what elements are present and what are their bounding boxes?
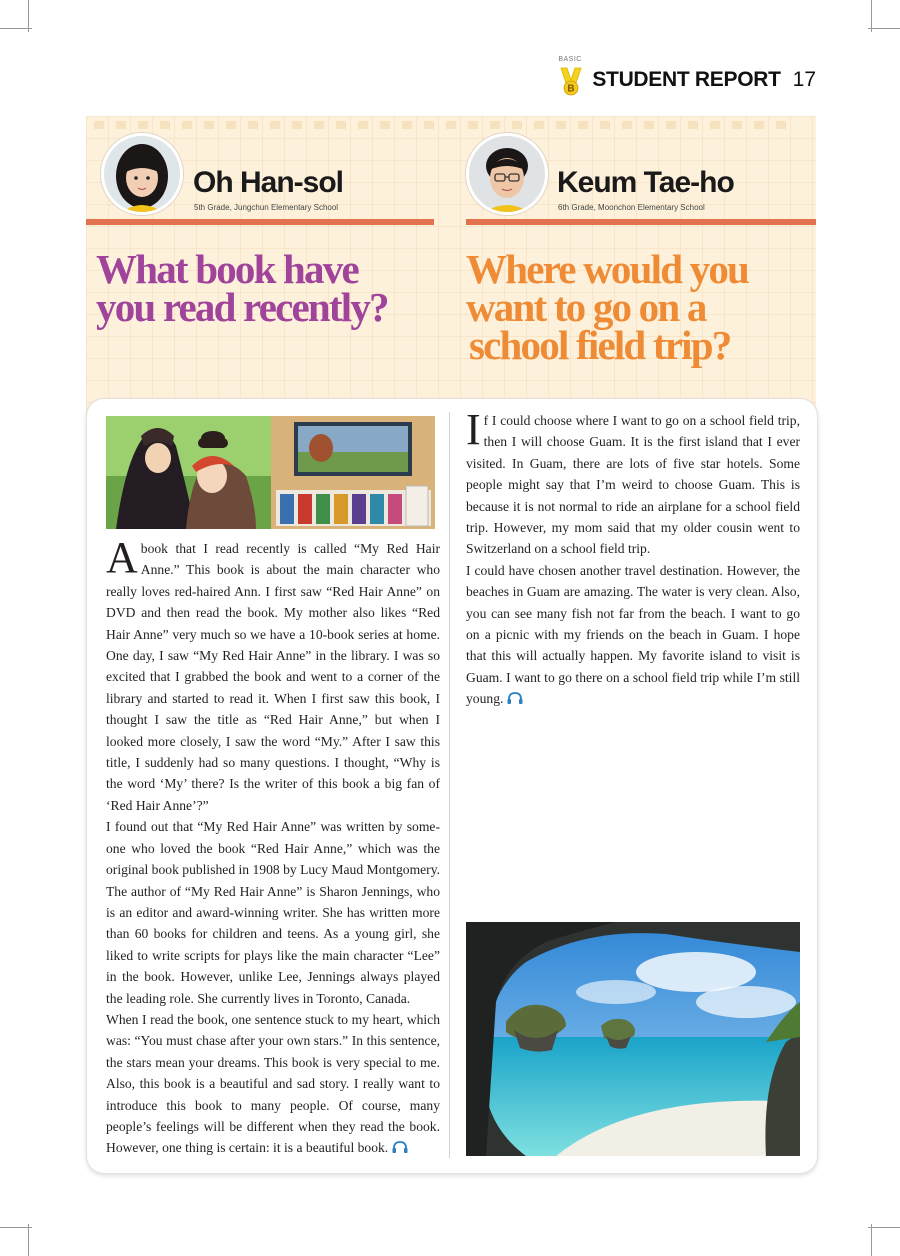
question-right: [466, 246, 749, 368]
crop-mark-top-left-h: [0, 28, 32, 29]
book-illustration-photo: [106, 416, 435, 529]
article-right-paragraph-1: [466, 405, 800, 560]
question-left-line2: you read recently?: [96, 284, 388, 330]
question-right-line2: want to go on a: [466, 284, 706, 330]
article-left-text-3: When I read the book, one sentence stuck to my heart, which was: “You must chase after your own stars.” In this sentence, the stars mean your dreams. This book is very special to me. Also, this book is a beautiful and sad story. I really want to introduce this book to many people. Of course, many people’s feelings will be different when they read the book. However, one thing is certain: it is a beautiful book.: [106, 1011, 440, 1156]
question-left-line1: What book have: [96, 246, 358, 292]
article-left-paragraph-3: [106, 1009, 440, 1159]
basic-v-badge-icon: [558, 56, 584, 100]
question-right-line1: Where would you: [466, 246, 749, 292]
avatar-keum-tae-ho: [466, 133, 548, 215]
v-shape: [560, 66, 582, 96]
article-right: [466, 405, 800, 710]
article-left-paragraph-2: I found out that “My Red Hair Anne” was written by some-one who loved the book “Red Hair Anne,” which was the original book published in 1908 by Lucy Maud Montgomery. The author of “My Red Hair Anne” is Sharon Jennings, who is an editor and award-winning writer. She has written more than 60 books for children and teens. As a young girl, she liked to write scripts for plays like the main character “Lee” in the book. However, unlike Lee, Jennings always played the leading role. She currently lives in Toronto, Canada.: [106, 819, 441, 1006]
band-dot-row: [86, 121, 816, 131]
article-right-paragraph-2: [466, 560, 800, 710]
name-rule-left: [86, 219, 434, 225]
avatar-oh-han-sol: [101, 133, 183, 215]
section-title: STUDENT REPORT: [592, 68, 781, 91]
crop-mark-bottom-left-h: [0, 1227, 32, 1228]
article-right-text-2: I could have chosen another travel destination. However, the beaches in Guam are amazing. The water is very clean. Also, you can see many fish not far from the beach. I want to go on a picnic with my friends on the beach in Guam. I hope that this will actually happen. My favorite island to visit is Guam. I want to go there on a school field trip while I’m still young.: [466, 562, 800, 707]
question-left: [96, 246, 388, 330]
dropcap-left: A: [106, 533, 138, 582]
article-left: [106, 533, 441, 1159]
school-right: 6th Grade, Moonchon Elementary School: [558, 203, 705, 212]
page-number: 17: [792, 68, 816, 91]
article-left-paragraph-1: [106, 533, 440, 816]
crop-mark-top-right-h: [868, 28, 900, 29]
dropcap-right: I: [466, 405, 481, 454]
headphones-icon: [506, 691, 524, 705]
badge-letter: B: [567, 83, 575, 95]
crop-mark-bottom-right-v: [871, 1224, 872, 1256]
column-divider: [449, 412, 450, 1158]
name-rule-right: [466, 219, 816, 225]
guam-beach-photo: [466, 922, 800, 1156]
student-name-right: Keum Tae-ho: [557, 166, 734, 199]
question-right-line3: school field trip?: [469, 322, 731, 368]
crop-mark-bottom-right-h: [868, 1227, 900, 1228]
badge-basic-label: BASIC: [558, 56, 582, 63]
article-left-text-1: book that I read recently is called “My Red Hair Anne.” This book is about the main character who really loves red-haired Ann. I first saw “Red Hair Anne” on DVD and then read the book. My mother also likes “Red Hair Anne” very much so we have a 10-book series at home. One day, I saw “My Red Hair Anne” in the library. I was so excited that I grabbed the book and went to a corner of the library and started to read it. When I first saw this book, I thought I saw the title as “Red Hair Anne,” but when I looked more closely, I saw the word “My.” After I saw this title, I suddenly had so many questions. I thought, “Why is the word ‘My’ there? Is the writer of this book a big fan of ‘Red Hair Anne’?”: [106, 541, 440, 813]
student-name-left: Oh Han-sol: [193, 166, 344, 199]
school-left: 5th Grade, Jungchun Elementary School: [194, 203, 339, 212]
crop-mark-bottom-left-v: [28, 1224, 29, 1256]
headphones-icon: [391, 1140, 409, 1154]
page-header: [558, 56, 816, 100]
article-right-text-1: f I could choose where I want to go on a school field trip, then I will choose Guam. It is the first island that I ever visited. In Guam, there are lots of five star hotels. Some people might say that I’m weird to choose Guam. This is because it is not normal to ride an airplane for a school field trip. However, my mom said that my older cousin went to Switzerland on a school field trip.: [466, 413, 800, 557]
